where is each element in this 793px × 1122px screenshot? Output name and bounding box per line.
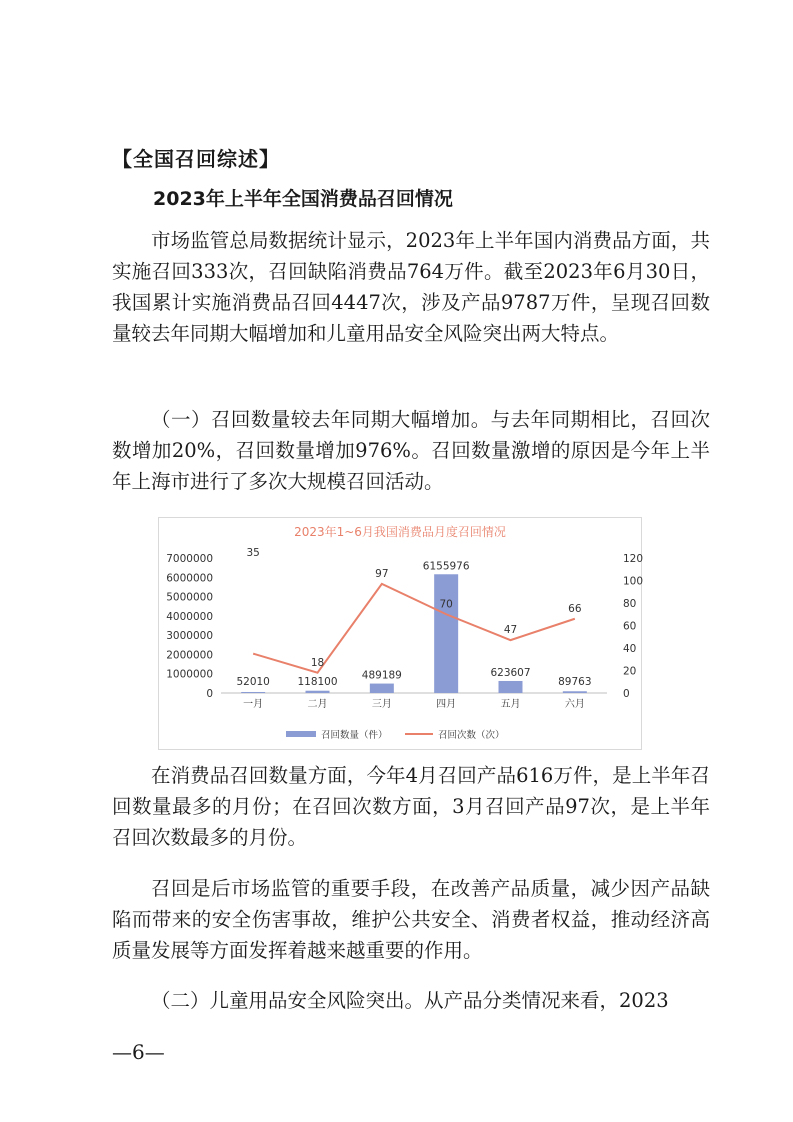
bar-mark	[241, 692, 265, 693]
line-series-mark	[253, 584, 575, 673]
right-axis-tick-label: 80	[623, 598, 637, 610]
line-value-label: 47	[503, 624, 518, 637]
bar-mark	[563, 691, 587, 693]
bar-mark	[499, 681, 523, 693]
line-value-label: 18	[310, 656, 325, 669]
bar-mark	[434, 574, 458, 693]
left-axis-tick-label: 7000000	[166, 553, 213, 565]
bar-value-label: 489189	[361, 669, 402, 682]
left-axis-tick-label: 0	[206, 688, 213, 700]
bar-value-label: 118100	[297, 676, 338, 688]
legend-bar-label: 召回数量（件）	[321, 730, 388, 741]
bar-value-label: 623607	[490, 666, 531, 679]
line-value-label: 70	[439, 598, 453, 611]
category-tick-label: 四月	[436, 699, 457, 710]
line-value-label: 35	[246, 547, 260, 559]
right-axis-tick-label: 40	[623, 643, 637, 655]
category-tick-label: 六月	[564, 699, 585, 710]
left-axis-tick-label: 5000000	[166, 591, 213, 604]
left-axis-tick-label: 4000000	[166, 610, 213, 623]
paragraph-overview: 市场监管总局数据统计显示，2023年上半年国内消费品方面，共实施召回333次，召回缺陷消费品764万件。截至2023年6月30日，我国累计实施消费品召回4447次，涉及产品9787万件，呈现召回数量较去年同期大幅增加和儿童用品安全风险突出两大特点。	[112, 229, 710, 345]
line-value-label: 66	[568, 602, 582, 615]
legend-line-label: 召回次数（次）	[438, 730, 505, 741]
category-tick-label: 二月	[307, 699, 328, 710]
category-tick-label: 三月	[371, 699, 392, 710]
left-axis-tick-label: 2000000	[166, 649, 213, 662]
chart-title: 2023年1~6月我国消费品月度召回情况	[294, 525, 506, 539]
line-value-label: 97	[375, 567, 389, 580]
paragraph-recall-increase: （一）召回数量较去年同期大幅增加。与去年同期相比，召回次数增加20%，召回数量增加976%。召回数量激增的原因是今年上半年上海市进行了多次大规模召回活动。	[112, 408, 710, 493]
right-axis-tick-label: 120	[623, 553, 644, 565]
bar-value-label: 52010	[236, 676, 270, 688]
bar-mark	[306, 691, 330, 693]
sub-heading: 2023年上半年全国消费品召回情况	[153, 188, 453, 210]
right-axis-tick-label: 60	[623, 620, 637, 633]
bar-mark	[370, 684, 394, 693]
category-tick-label: 一月	[243, 699, 264, 710]
section-heading: 【全国召回综述】	[112, 147, 280, 171]
legend-bar-swatch	[286, 731, 316, 737]
right-axis-tick-label: 0	[623, 688, 630, 700]
paragraph-monthly-peak: 在消费品召回数量方面，今年4月召回产品616万件，是上半年召回数量最多的月份；在召回次数方面，3月召回产品97次，是上半年召回次数最多的月份。	[112, 764, 710, 849]
paragraph-recall-importance: 召回是后市场监管的重要手段，在改善产品质量，减少因产品缺陷而带来的安全伤害事故，维护公共安全、消费者权益，推动经济高质量发展等方面发挥着越来越重要的作用。	[112, 877, 710, 962]
category-tick-label: 五月	[500, 699, 521, 710]
left-axis-tick-label: 6000000	[166, 572, 213, 585]
page-number: —6—	[112, 1040, 165, 1064]
right-axis-tick-label: 100	[623, 575, 644, 588]
right-axis-tick-label: 20	[623, 665, 637, 678]
chart-svg	[159, 518, 644, 749]
left-axis-tick-label: 1000000	[166, 668, 213, 681]
monthly-recall-chart	[158, 517, 642, 750]
bar-value-label: 6155976	[422, 560, 470, 573]
paragraph-children-products: （二）儿童用品安全风险突出。从产品分类情况来看，2023	[151, 989, 669, 1012]
left-axis-tick-label: 3000000	[166, 630, 213, 643]
bar-value-label: 89763	[558, 676, 592, 688]
